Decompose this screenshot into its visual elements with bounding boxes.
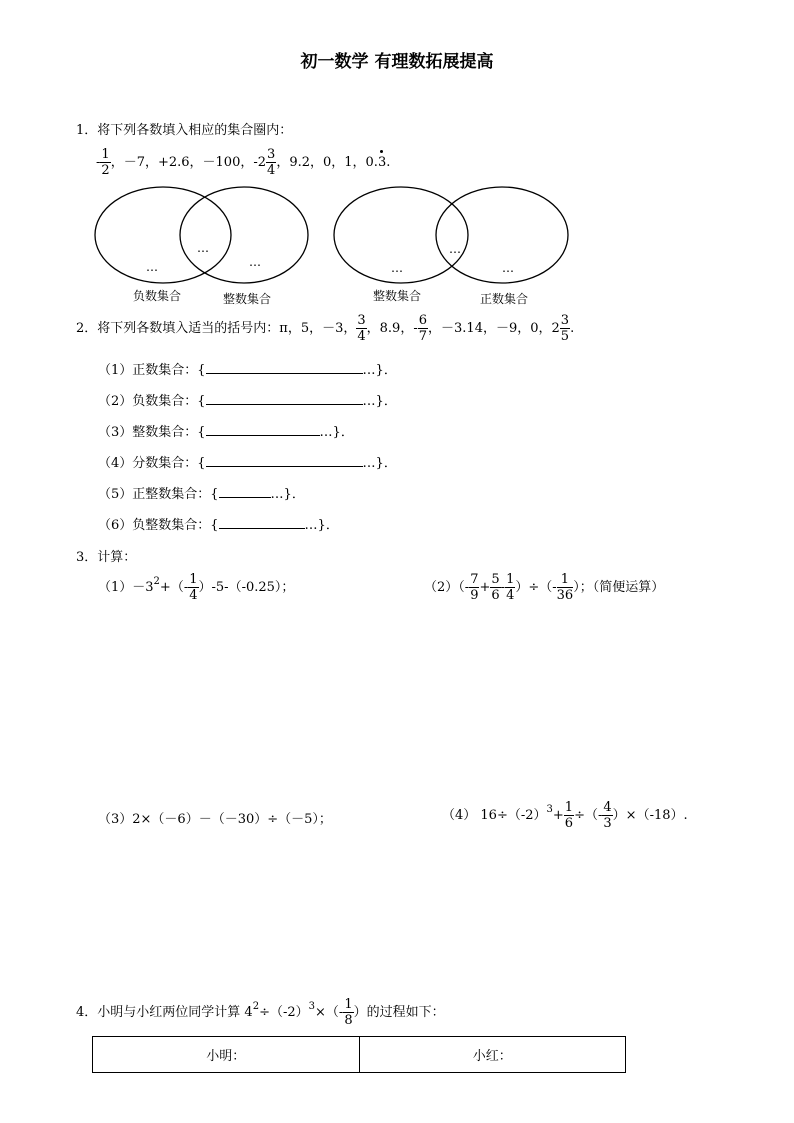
fraction: $\frac{1}{36}$ [556, 572, 574, 603]
q3-prompt: 3．计算： [76, 550, 137, 565]
q2-item-4: （4）分数集合：{ …}． [98, 456, 397, 471]
fraction: $\frac{1}{8}$ [344, 997, 353, 1028]
venn-1 [95, 187, 308, 306]
q1-number-list: - $\frac{1}{2}$ ，－7，+2.6，－100，-2 $\frac{3}{4}$ ，9.2，0，1，0.3. [96, 147, 391, 178]
fraction: $\frac{5}{6}$ [491, 572, 500, 603]
answer-blank[interactable] [206, 423, 320, 436]
venn-diagrams [0, 0, 794, 320]
answer-blank[interactable] [206, 361, 363, 374]
fraction: $\frac{1}{2}$ [101, 147, 110, 178]
venn1-dots-right: … [249, 255, 261, 269]
page-title: 初一数学 有理数拓展提高 [300, 52, 494, 72]
q2-prompt: 2．将下列各数填入适当的括号内：π，5，－3， $\frac{3}{4}$ ，8.9，- $\frac{6}{7}$ ，－3.14，－9，0，2 $\frac{3}{5}$ . [76, 313, 575, 344]
venn1-dots-left: … [146, 260, 158, 274]
answer-blank[interactable] [219, 485, 271, 498]
venn2-dots-right: … [502, 261, 514, 275]
fraction: $\frac{1}{6}$ [564, 800, 574, 831]
comparison-table [92, 1036, 626, 1073]
fraction: $\frac{3}{4}$ [267, 147, 276, 178]
q2-item-2: （2）负数集合：{ …}． [98, 394, 397, 409]
fraction: $\frac{3}{4}$ [357, 313, 366, 344]
venn2-left-label: 整数集合 [373, 289, 422, 303]
q3-problem-2: （2）（- $\frac{7}{9}$ + $\frac{5}{6}$ - $\frac{1}{4}$ ）÷（- $\frac{1}{36}$ ）；（简便运算） [424, 572, 665, 603]
fraction: $\frac{1}{4}$ [189, 572, 198, 603]
venn-2 [334, 187, 568, 306]
venn2-dots-left: … [391, 261, 403, 275]
fraction: $\frac{6}{7}$ [418, 313, 428, 344]
xiaohong-cell: 小红： [359, 1037, 626, 1073]
fraction: $\frac{1}{4}$ [506, 572, 515, 603]
venn1-left-label: 负数集合 [133, 289, 182, 303]
answer-blank[interactable] [219, 516, 305, 529]
table-row [93, 1037, 626, 1073]
fraction: $\frac{4}{3}$ [603, 800, 612, 831]
answer-blank[interactable] [206, 392, 363, 405]
q3-problem-3: （3）2×（－6）－（－30）÷（－5）； [98, 812, 332, 827]
venn1-right-label: 整数集合 [223, 292, 272, 306]
q3-problem-4: （4） $16\div(-2)^3+$ $\frac{1}{6}$ ÷（- $\frac{4}{3}$ ）×（-18）. [442, 800, 688, 831]
q1-prompt: 1．将下列各数填入相应的集合圈内： [76, 123, 293, 138]
fraction: $\frac{3}{5}$ [560, 313, 570, 344]
fraction: $\frac{7}{9}$ [470, 572, 479, 603]
q4-prompt: 4．小明与小红两位同学计算 $4^2\div(-2)^3\times(-$ $\frac{1}{8}$ ）的过程如下： [76, 997, 445, 1028]
q2-item-5: （5）正整数集合：{ …}． [98, 487, 305, 502]
answer-blank[interactable] [206, 454, 363, 467]
repeating-digit: 3 [377, 155, 387, 170]
xiaoming-cell: 小明： [93, 1037, 360, 1073]
venn2-right-label: 正数集合 [480, 292, 529, 306]
q2-item-3: （3）整数集合：{ …}． [98, 425, 354, 440]
q2-item-6: （6）负整数集合：{ …}． [98, 518, 339, 533]
q2-item-1: （1）正数集合：{ …}． [98, 363, 397, 378]
venn2-dots-middle: … [449, 242, 461, 256]
q3-problem-1: $(1)-3^2+(-$ $\frac{1}{4}$ ）-5-（-0.25）； [98, 572, 295, 603]
venn1-dots-middle: … [197, 241, 209, 255]
